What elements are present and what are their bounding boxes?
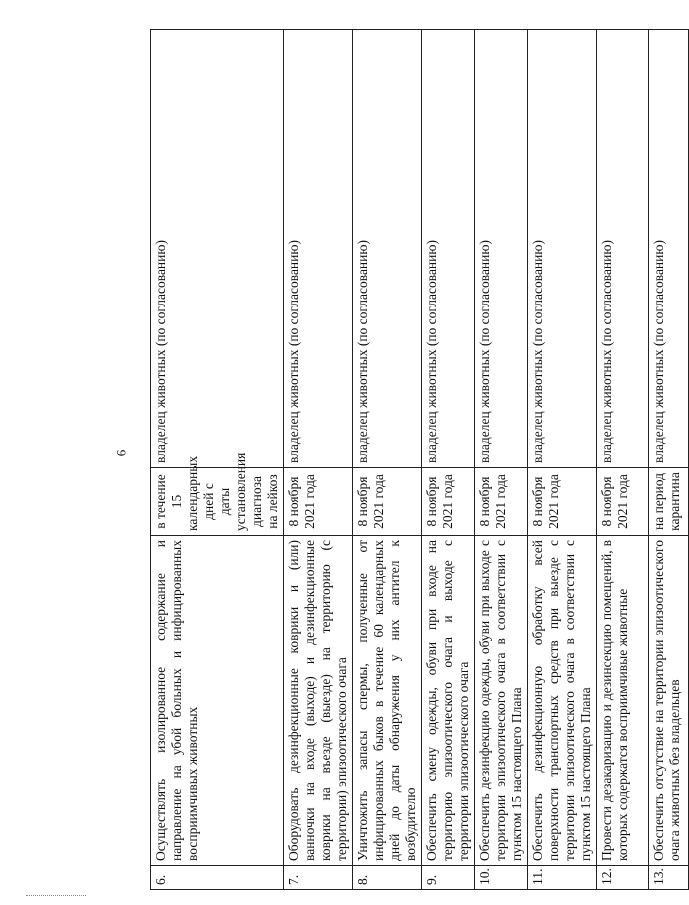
row-action: Уничтожить запасы спермы, полученные от инфицированных быков в течение 60 календарных дней до даты обнаружения у них антител к возбудителю <box>353 536 422 866</box>
row-number: 11. <box>528 866 597 890</box>
row-action: Оборудовать дезинфекционные коврики и (или) ванночки на входе (выходе) и дезинфекционные коврики на въезде (выезде) на территорию (с территории) эпизоотического очага <box>284 536 353 866</box>
row-responsible: владелец животных (по согласованию) <box>597 30 649 468</box>
row-term: 8 ноября 2021 года <box>422 468 475 536</box>
measures-table <box>150 29 689 890</box>
table-row <box>475 30 528 890</box>
row-term: 8 ноября 2021 года <box>284 468 353 536</box>
row-responsible: владелец животных (по согласованию) <box>422 30 475 468</box>
table-row <box>649 30 689 890</box>
row-number: 8. <box>353 866 422 890</box>
row-responsible: владелец животных (по согласованию) <box>353 30 422 468</box>
row-responsible: владелец животных (по согласованию) <box>475 30 528 468</box>
page-number: 6 <box>113 449 129 457</box>
row-responsible: владелец животных (по согласованию) <box>284 30 353 468</box>
row-action: Осуществлять изолированное содержание и направление на убой больных и инфицированных восприимчивых животных <box>151 536 284 866</box>
row-responsible: владелец животных (по согласованию) <box>151 30 284 468</box>
row-number: 7. <box>284 866 353 890</box>
row-term: 8 ноября 2021 года <box>528 468 597 536</box>
row-responsible: владелец животных (по согласованию) <box>649 30 689 468</box>
row-number: 10. <box>475 866 528 890</box>
table-row <box>597 30 649 890</box>
table-row <box>528 30 597 890</box>
row-term: 8 ноября 2021 года <box>475 468 528 536</box>
row-responsible: владелец животных (по согласованию) <box>528 30 597 468</box>
table-row <box>284 30 353 890</box>
row-action: Обеспечить дезинфекцию одежды, обуви при выходе с территории эпизоотического очага в соответствии с пунктом 15 настоящего Плана <box>475 536 528 866</box>
table-row <box>151 30 284 890</box>
row-number: 9. <box>422 866 475 890</box>
row-number: 6. <box>151 866 284 890</box>
row-action: Обеспечить отсутствие на территории эпизоотического очага животных без владельцев <box>649 536 689 866</box>
row-action: Обеспечить дезинфекционную обработку всей поверхности транспортных средств при выезде с территории эпизоотического очага в соответствии с пунктом 15 настоящего Плана <box>528 536 597 866</box>
rotated-table-container <box>150 30 682 890</box>
table-row <box>353 30 422 890</box>
row-term: 8 ноября 2021 года <box>597 468 649 536</box>
row-action: Обеспечить смену одежды, обуви при входе на территорию эпизоотического очага и выходе с территории эпизоотического очага <box>422 536 475 866</box>
row-term: в течение 15 календарных дней с даты установления диагноза на лейкоз <box>151 468 284 536</box>
row-term: на период карантина <box>649 468 689 536</box>
row-term: 8 ноября 2021 года <box>353 468 422 536</box>
row-number: 12. <box>597 866 649 890</box>
row-action: Провести дезакаризацию и дезинсекцию помещений, в которых содержатся восприимчивые животные <box>597 536 649 866</box>
footer-mark <box>26 895 86 896</box>
row-number: 13. <box>649 866 689 890</box>
table-row <box>422 30 475 890</box>
